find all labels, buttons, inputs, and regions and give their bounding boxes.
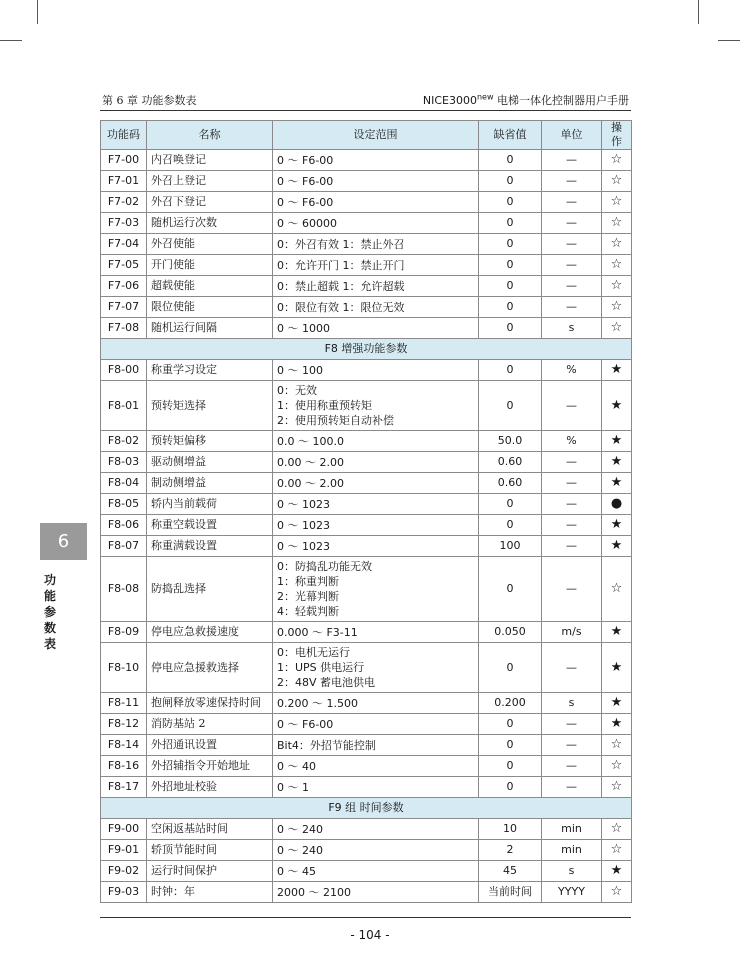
function-code-cell: F8-17 [101,777,147,798]
operation-symbol: ★ [602,381,632,431]
unit-cell: min [542,840,602,861]
unit-cell: — [542,255,602,276]
chapter-side-label [44,572,60,652]
function-code-cell: F8-11 [101,693,147,714]
function-code-cell: F7-07 [101,297,147,318]
unit-cell: min [542,819,602,840]
operation-symbol: ★ [602,515,632,536]
operation-symbol: ★ [602,861,632,882]
table-row [101,452,632,473]
column-header: 单位 [542,121,602,150]
operation-symbol: ☆ [602,735,632,756]
range-line: 2000 ～ 2100 [277,885,351,899]
group-title: F9 组 时间参数 [101,798,632,819]
default-value-cell: 0 [479,297,542,318]
function-code-cell: F8-02 [101,431,147,452]
default-value-cell: 50.0 [479,431,542,452]
chapter-number: 6 [57,531,70,552]
operation-symbol: ☆ [602,297,632,318]
default-value-cell: 0 [479,276,542,297]
range-cell [273,171,479,192]
range-cell [273,150,479,171]
default-value-cell: 0 [479,494,542,515]
operation-symbol: ☆ [602,777,632,798]
unit-cell: — [542,171,602,192]
operation-symbol: ☆ [602,882,632,903]
name-cell: 驱动侧增益 [147,452,273,473]
range-cell [273,213,479,234]
table-row [101,643,632,693]
unit-cell: % [542,431,602,452]
table-row [101,714,632,735]
default-value-cell: 0.60 [479,452,542,473]
group-header-row [101,798,632,819]
range-cell [273,735,479,756]
default-value-cell: 10 [479,819,542,840]
range-line: 0.000 ～ F3-11 [277,625,358,639]
operation-symbol: ★ [602,452,632,473]
range-line: 0 ～ 40 [277,759,316,773]
range-cell [273,381,479,431]
default-value-cell: 0 [479,515,542,536]
unit-cell: — [542,452,602,473]
name-cell: 停电应急援救选择 [147,643,273,693]
table-row [101,777,632,798]
name-cell: 开门使能 [147,255,273,276]
unit-cell: — [542,381,602,431]
range-cell [273,297,479,318]
range-line: 0 ～ F6-00 [277,174,334,188]
operation-symbol: ☆ [602,557,632,622]
chapter-title: 第 6 章 功能参数表 [102,94,197,107]
chapter-tab [40,523,87,560]
name-cell: 外招辅指令开始地址 [147,756,273,777]
range-line: 2：使用预转矩自动补偿 [277,414,394,427]
operation-symbol: ★ [602,360,632,381]
unit-cell: — [542,494,602,515]
table-row [101,360,632,381]
unit-cell: — [542,276,602,297]
name-cell: 轿内当前载荷 [147,494,273,515]
unit-cell: — [542,297,602,318]
range-cell [273,622,479,643]
range-line: 0.00 ～ 2.00 [277,476,344,490]
operation-symbol: ★ [602,643,632,693]
default-value-cell: 0 [479,756,542,777]
range-line: 0：允许开门 1：禁止开门 [277,258,405,272]
column-header: 操作 [602,121,632,150]
unit-cell: — [542,756,602,777]
column-header: 名称 [147,121,273,150]
range-line: 0 ～ 1023 [277,497,330,511]
crop-mark [698,0,699,24]
operation-symbol: ● [602,494,632,515]
range-line: 2：48V 蓄电池供电 [277,676,376,689]
name-cell: 外召使能 [147,234,273,255]
table-row [101,557,632,622]
name-cell: 外召下登记 [147,192,273,213]
range-cell [273,643,479,693]
table-row [101,882,632,903]
function-code-cell: F8-08 [101,557,147,622]
range-cell [273,861,479,882]
range-line: 1：使用称重预转矩 [277,399,372,412]
table-row [101,735,632,756]
range-line: 0：无效 [277,384,317,397]
name-cell: 外招地址校验 [147,777,273,798]
range-line: 0.0 ～ 100.0 [277,434,344,448]
range-cell [273,819,479,840]
table-row [101,234,632,255]
name-cell: 预转矩偏移 [147,431,273,452]
unit-cell: — [542,777,602,798]
default-value-cell: 0 [479,714,542,735]
name-cell: 轿顶节能时间 [147,840,273,861]
product-suffix: new [476,92,494,102]
unit-cell: % [542,360,602,381]
table-row [101,431,632,452]
table-row [101,622,632,643]
name-cell: 空闲返基站时间 [147,819,273,840]
range-cell [273,192,479,213]
table-row [101,276,632,297]
operation-symbol: ☆ [602,234,632,255]
unit-cell: — [542,213,602,234]
table-row [101,473,632,494]
table-row [101,171,632,192]
function-code-cell: F7-03 [101,213,147,234]
group-title: F8 增强功能参数 [101,339,632,360]
operation-symbol: ★ [602,473,632,494]
name-cell: 称重满载设置 [147,536,273,557]
name-cell: 防捣乱选择 [147,557,273,622]
range-line: 0 ～ 1023 [277,539,330,553]
range-cell [273,693,479,714]
name-cell: 运行时间保护 [147,861,273,882]
function-code-cell: F9-02 [101,861,147,882]
table-header-row [101,121,632,150]
unit-cell: — [542,515,602,536]
range-cell [273,515,479,536]
range-line: 0 ～ F6-00 [277,195,334,209]
unit-cell: — [542,150,602,171]
operation-symbol: ☆ [602,150,632,171]
range-line: 0 ～ 240 [277,843,323,857]
function-code-cell: F7-05 [101,255,147,276]
function-code-cell: F8-14 [101,735,147,756]
range-line: 0：电机无运行 [277,646,350,659]
default-value-cell: 0 [479,381,542,431]
table-row [101,840,632,861]
product-name: NICE3000 [422,94,477,107]
header-rule [100,110,631,111]
table-row [101,536,632,557]
operation-symbol: ☆ [602,192,632,213]
range-line: 0.00 ～ 2.00 [277,455,344,469]
function-code-cell: F7-08 [101,318,147,339]
function-code-cell: F7-06 [101,276,147,297]
range-line: 0：限位有效 1：限位无效 [277,300,405,314]
range-cell [273,255,479,276]
range-line: 0 ～ 1000 [277,321,330,335]
manual-title [423,92,629,108]
operation-symbol: ★ [602,431,632,452]
default-value-cell: 0.200 [479,693,542,714]
side-label-char: 功 [44,573,57,587]
range-line: 0：禁止超载 1：允许超载 [277,279,405,293]
range-cell [273,536,479,557]
range-cell [273,840,479,861]
table-body [101,150,632,903]
name-cell: 时钟：年 [147,882,273,903]
unit-cell: — [542,714,602,735]
range-cell [273,431,479,452]
default-value-cell: 0 [479,777,542,798]
range-cell [273,234,479,255]
range-line: 0：防捣乱功能无效 [277,560,372,573]
function-code-cell: F9-01 [101,840,147,861]
range-cell [273,756,479,777]
operation-symbol: ☆ [602,255,632,276]
function-code-cell: F8-10 [101,643,147,693]
default-value-cell: 0.60 [479,473,542,494]
table-row [101,515,632,536]
function-code-cell: F9-00 [101,819,147,840]
function-code-cell: F8-03 [101,452,147,473]
operation-symbol: ★ [602,536,632,557]
name-cell: 外招通讯设置 [147,735,273,756]
range-cell [273,452,479,473]
name-cell: 外召上登记 [147,171,273,192]
footer-rule [100,917,631,918]
table-row [101,381,632,431]
default-value-cell: 0 [479,643,542,693]
function-code-cell: F8-09 [101,622,147,643]
table-row [101,693,632,714]
unit-cell: s [542,693,602,714]
range-line: Bit4：外招节能控制 [277,738,376,752]
table-row [101,150,632,171]
unit-cell: — [542,234,602,255]
default-value-cell: 0 [479,150,542,171]
function-code-cell: F8-04 [101,473,147,494]
name-cell: 内召唤登记 [147,150,273,171]
operation-symbol: ☆ [602,213,632,234]
default-value-cell: 0 [479,318,542,339]
crop-mark [37,0,38,24]
name-cell: 随机运行次数 [147,213,273,234]
default-value-cell: 0 [479,192,542,213]
unit-cell: s [542,861,602,882]
unit-cell: m/s [542,622,602,643]
unit-cell: — [542,643,602,693]
group-header-row [101,339,632,360]
page-header [100,90,631,108]
operation-symbol: ☆ [602,840,632,861]
range-cell [273,473,479,494]
name-cell: 随机运行间隔 [147,318,273,339]
name-cell: 预转矩选择 [147,381,273,431]
range-line: 0 ～ 45 [277,864,316,878]
table-row [101,192,632,213]
operation-symbol: ☆ [602,171,632,192]
table-row [101,297,632,318]
function-code-cell: F7-02 [101,192,147,213]
unit-cell: — [542,473,602,494]
default-value-cell: 0 [479,171,542,192]
name-cell: 停电应急救援速度 [147,622,273,643]
table-row [101,255,632,276]
name-cell: 消防基站 2 [147,714,273,735]
range-cell [273,557,479,622]
table-row [101,494,632,515]
range-cell [273,494,479,515]
table-row [101,819,632,840]
operation-symbol: ☆ [602,756,632,777]
side-label-char: 数 [44,621,57,635]
range-line: 0 ～ 1023 [277,518,330,532]
side-label-char: 参 [44,605,57,619]
operation-symbol: ★ [602,693,632,714]
table-row [101,861,632,882]
default-value-cell: 0.050 [479,622,542,643]
function-code-cell: F8-16 [101,756,147,777]
default-value-cell: 2 [479,840,542,861]
crop-mark [0,40,22,41]
function-code-cell: F7-00 [101,150,147,171]
column-header: 缺省值 [479,121,542,150]
range-line: 2：光幕判断 [277,590,339,603]
table-row [101,318,632,339]
name-cell: 超载使能 [147,276,273,297]
function-code-cell: F8-00 [101,360,147,381]
default-value-cell: 当前时间 [479,882,542,903]
unit-cell: — [542,192,602,213]
default-value-cell: 0 [479,360,542,381]
name-cell: 称重学习设定 [147,360,273,381]
operation-symbol: ☆ [602,819,632,840]
crop-mark [718,40,740,41]
default-value-cell: 0 [479,255,542,276]
function-code-cell: F7-01 [101,171,147,192]
range-cell [273,777,479,798]
default-value-cell: 0 [479,557,542,622]
side-label-char: 表 [44,637,57,651]
operation-symbol: ★ [602,622,632,643]
range-line: 1：UPS 供电运行 [277,661,365,674]
range-line: 1：称重判断 [277,575,339,588]
default-value-cell: 0 [479,735,542,756]
name-cell: 制动侧增益 [147,473,273,494]
range-line: 0 ～ 60000 [277,216,337,230]
operation-symbol: ★ [602,714,632,735]
range-line: 0 ～ F6-00 [277,153,334,167]
range-line: 0：外召有效 1：禁止外召 [277,237,405,251]
function-code-cell: F8-12 [101,714,147,735]
range-line: 0.200 ～ 1.500 [277,696,358,710]
range-cell [273,714,479,735]
unit-cell: — [542,735,602,756]
function-code-cell: F8-06 [101,515,147,536]
name-cell: 限位使能 [147,297,273,318]
default-value-cell: 100 [479,536,542,557]
name-cell: 抱闸释放零速保持时间 [147,693,273,714]
side-label-char: 能 [44,589,57,603]
default-value-cell: 45 [479,861,542,882]
range-line: 4：轻载判断 [277,605,339,618]
range-line: 0 ～ 100 [277,363,323,377]
function-code-cell: F9-03 [101,882,147,903]
table-row [101,756,632,777]
page-number: - 104 - [350,928,390,942]
table-row [101,213,632,234]
function-code-cell: F7-04 [101,234,147,255]
range-line: 0 ～ 240 [277,822,323,836]
column-header: 设定范围 [273,121,479,150]
operation-symbol: ☆ [602,276,632,297]
unit-cell: — [542,536,602,557]
range-line: 0 ～ F6-00 [277,717,334,731]
function-code-cell: F8-01 [101,381,147,431]
name-cell: 称重空载设置 [147,515,273,536]
range-cell [273,276,479,297]
column-header: 功能码 [101,121,147,150]
range-cell [273,318,479,339]
range-line: 0 ～ 1 [277,780,309,794]
default-value-cell: 0 [479,213,542,234]
parameter-table [100,120,632,903]
unit-cell: s [542,318,602,339]
unit-cell: YYYY [542,882,602,903]
range-cell [273,882,479,903]
range-cell [273,360,479,381]
function-code-cell: F8-05 [101,494,147,515]
function-code-cell: F8-07 [101,536,147,557]
operation-symbol: ☆ [602,318,632,339]
unit-cell: — [542,557,602,622]
default-value-cell: 0 [479,234,542,255]
manual-name: 电梯一体化控制器用户手册 [493,94,629,107]
